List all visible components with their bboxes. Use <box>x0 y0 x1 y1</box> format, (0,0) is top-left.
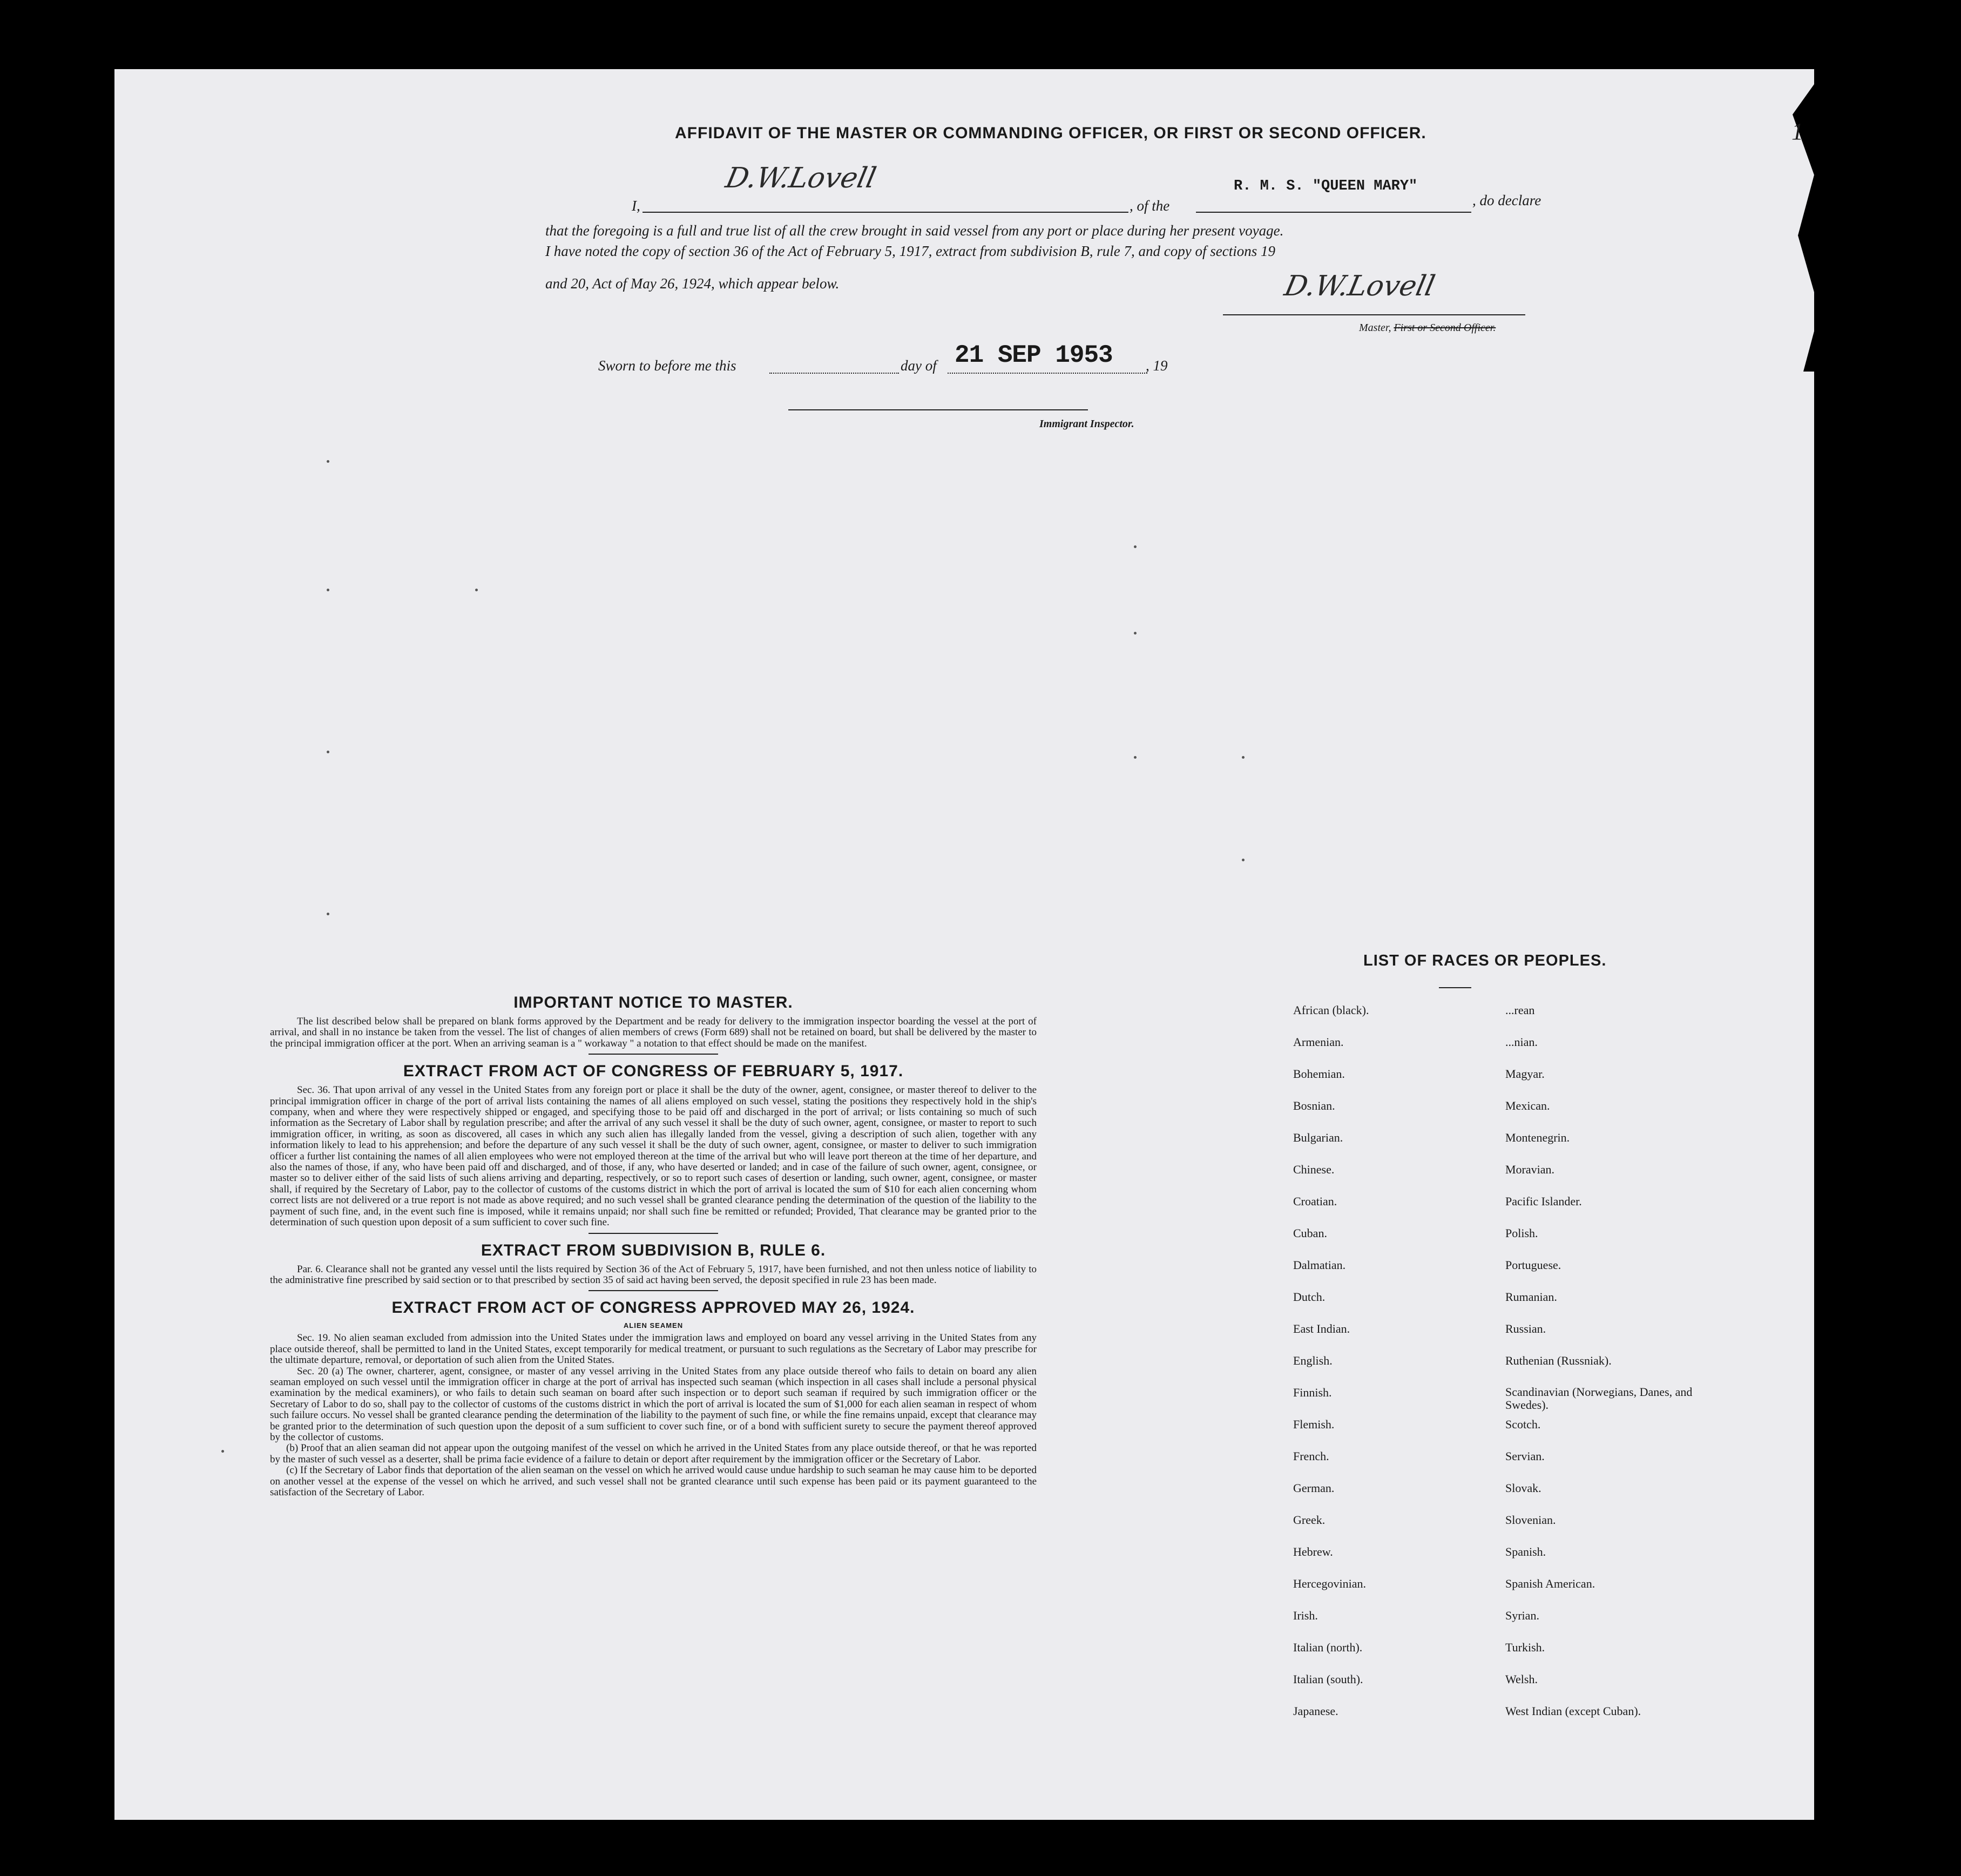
race-item: French. <box>1293 1449 1329 1463</box>
speck <box>1134 545 1137 548</box>
binder-hole <box>1862 1156 1885 1190</box>
affidavit-line-3: and 20, Act of May 26, 1924, which appear below. <box>545 275 840 292</box>
officer-signature: D.W.Lovell <box>722 162 879 194</box>
race-item: Dutch. <box>1293 1290 1326 1304</box>
inspector-line <box>788 409 1088 410</box>
race-item: German. <box>1293 1481 1335 1495</box>
speck <box>221 1450 224 1453</box>
race-item: Irish. <box>1293 1609 1318 1622</box>
year-suffix: , 19 <box>1146 357 1168 374</box>
race-item: ...rean <box>1505 1003 1535 1017</box>
binder-hole <box>1860 289 1886 315</box>
races-title-rule <box>1439 987 1471 988</box>
notices-column <box>270 988 1037 1498</box>
speck <box>327 460 329 463</box>
race-item: Italian (north). <box>1293 1641 1363 1654</box>
speck <box>1242 756 1245 759</box>
speck <box>1134 632 1137 635</box>
race-item: Ruthenian (Russniak). <box>1505 1354 1612 1367</box>
race-item: Slovak. <box>1505 1481 1541 1495</box>
race-item: Polish. <box>1505 1226 1538 1240</box>
race-item: Spanish. <box>1505 1545 1546 1558</box>
section-divider <box>589 1054 718 1055</box>
speck <box>327 913 329 915</box>
race-item: Japanese. <box>1293 1704 1338 1718</box>
race-item: English. <box>1293 1354 1333 1367</box>
extract-1924-title: EXTRACT FROM ACT OF CONGRESS APPROVED MAY 26, 1924. <box>391 1299 915 1317</box>
race-item: Turkish. <box>1505 1641 1545 1654</box>
race-item: Pacific Islander. <box>1505 1195 1582 1208</box>
master-label-text: Master, <box>1359 322 1394 334</box>
binder-hole <box>1860 1245 1886 1271</box>
extract-1917-title: EXTRACT FROM ACT OF CONGRESS OF FEBRUARY 5, 1917. <box>403 1062 904 1081</box>
races-right-column <box>1505 1003 1700 1736</box>
affidavit-i-label: I, <box>632 198 640 214</box>
race-item: West Indian (except Cuban). <box>1505 1704 1641 1718</box>
race-item: East Indian. <box>1293 1322 1350 1335</box>
date-stamp: 21 SEP 1953 <box>955 341 1113 369</box>
section-divider <box>589 1290 718 1291</box>
speck <box>327 751 329 753</box>
extract-1924-subtitle: ALIEN SEAMEN <box>623 1321 684 1330</box>
sworn-label: Sworn to before me this <box>598 357 736 374</box>
affidavit-line-2: I have noted the copy of section 36 of the Act of February 5, 1917, extract from subdivision B, rule 7, and copy of sections 19 <box>545 243 1275 259</box>
binder-hole <box>1860 657 1886 683</box>
extract-rule6-body: Par. 6. Clearance shall not be granted any vessel until the lists required by Section 36 of the Act of February 5, 1917, have been furnished, and not then unless notice of liability to the administrative fine prescribed by said section or to that prescribed by section 35 of said act having been served, the deposit specified in rule 23 has been made. <box>270 1263 1037 1286</box>
sec20c-body: (c) If the Secretary of Labor finds that deportation of the alien seaman on the vessel on which he arrived would cause undue hardship to such seaman he may cause him to be deported on another vessel at the expense of the vessel on which he arrived, and such vessel shall not be granted clearance until such expense has been paid or its payment guaranteed to the satisfaction of the Secretary of Labor. <box>270 1465 1037 1498</box>
race-item: Chinese. <box>1293 1163 1335 1176</box>
race-item: Servian. <box>1505 1449 1545 1463</box>
struck-officer-text: First or Second Officer. <box>1394 322 1496 334</box>
race-item: Hebrew. <box>1293 1545 1333 1558</box>
notice-body: The list described below shall be prepared on blank forms approved by the Department and be ready for delivery to the immigration inspector boarding the vessel at the port of arrival, and shall in no instance be taken from the vessel. The list of changes of alien members of crews (Form 689) shall not be retained on board, but shall be delivered by the master to the principal immigration officer at the port. When an arriving seaman is a " workaway " a notation to that effect should be made on the manifest. <box>270 1016 1037 1049</box>
race-item: Cuban. <box>1293 1226 1327 1240</box>
race-item: Spanish American. <box>1505 1577 1595 1590</box>
notice-title: IMPORTANT NOTICE TO MASTER. <box>513 994 793 1011</box>
race-item: Mexican. <box>1505 1099 1550 1112</box>
race-item: Scandinavian (Norwegians, Danes, and Swedes). <box>1505 1385 1693 1412</box>
race-item: Bosnian. <box>1293 1099 1335 1112</box>
corner-page-mark: 1 <box>1791 118 1803 145</box>
extract-rule6-title: EXTRACT FROM SUBDIVISION B, RULE 6. <box>481 1241 826 1259</box>
binder-hole <box>1860 567 1886 593</box>
master-label <box>1359 322 1496 334</box>
sec19-body: Sec. 19. No alien seaman excluded from admission into the United States under the immigration laws and employed on board any vessel arriving in the United States from any place outside thereof, shall be permitted to land in the United States, except temporarily for medical treatment, or pursuant to such regulations as the Secretary of Labor may prescribe for the ultimate departure, removal, or deportation of such alien from the United States. <box>270 1332 1037 1366</box>
vessel-line <box>1196 212 1471 213</box>
race-item: Bulgarian. <box>1293 1131 1343 1144</box>
race-item: Hercegovinian. <box>1293 1577 1366 1590</box>
name-line <box>643 212 1128 213</box>
race-item: Finnish. <box>1293 1386 1332 1399</box>
race-item: Montenegrin. <box>1505 1131 1570 1144</box>
speck <box>475 589 478 591</box>
affidavit-line-1: that the foregoing is a full and true list of all the crew brought in said vessel from any port or place during her present voyage. <box>545 222 1284 239</box>
of-the-label: , of the <box>1130 198 1170 214</box>
race-item: Croatian. <box>1293 1195 1337 1208</box>
binder-hole <box>1860 1523 1886 1549</box>
section-divider <box>589 1233 718 1234</box>
race-item: African (black). <box>1293 1003 1369 1017</box>
races-title: LIST OF RACES OR PEOPLES. <box>1363 952 1607 969</box>
race-item: Bohemian. <box>1293 1067 1345 1081</box>
race-item: Welsh. <box>1505 1672 1538 1686</box>
race-item: ...nian. <box>1505 1035 1538 1049</box>
sec20a-body: Sec. 20 (a) The owner, charterer, agent, consignee, or master of any vessel arriving in the United States from any place outside thereof who fails to detain on board any alien seaman employed on such vessel until the immigration officer in charge at the port of arrival has inspected such seaman (which inspection in all cases shall include a personal physical examination by the medical examiners), or who fails to detain such seaman on board after such inspection or to deport such seaman if required by such immigration officer or the Secretary of Labor to do so, shall pay to the collector of customs of the customs district in which the port of arrival is located the sum of $1,000 for each alien seaman in respect of whom such failure occurs. No vessel shall be granted clearance pending the determination of the liability to the payment of such fine, or while the fine remains unpaid, except that clearance may be granted prior to the determination of such question upon the deposit of a sum sufficient to cover such fine, or of a bond with sufficient surety to secure the payment thereof approved by the collector of customs. <box>270 1365 1037 1443</box>
master-signature-line <box>1223 314 1525 315</box>
inspector-label: Immigrant Inspector. <box>1039 418 1134 430</box>
binder-hole <box>1860 1610 1886 1636</box>
race-item: Rumanian. <box>1505 1290 1557 1304</box>
sworn-day-line <box>769 373 899 374</box>
race-item: Magyar. <box>1505 1067 1545 1081</box>
do-declare-label: , do declare <box>1472 192 1541 208</box>
affidavit-title: AFFIDAVIT OF THE MASTER OR COMMANDING OFFICER, OR FIRST OR SECOND OFFICER. <box>675 124 1426 142</box>
master-signature: D.W.Lovell <box>1281 270 1438 302</box>
race-item: Portuguese. <box>1505 1258 1561 1272</box>
races-left-column <box>1293 1003 1369 1736</box>
race-item: Greek. <box>1293 1513 1326 1527</box>
race-item: Moravian. <box>1505 1163 1555 1176</box>
race-item: Russian. <box>1505 1322 1546 1335</box>
race-item: Armenian. <box>1293 1035 1344 1049</box>
speck <box>1242 859 1245 861</box>
race-item: Dalmatian. <box>1293 1258 1346 1272</box>
sworn-month-line <box>948 373 1147 374</box>
speck <box>1134 756 1137 759</box>
race-item: Slovenian. <box>1505 1513 1556 1527</box>
vessel-name: R. M. S. "QUEEN MARY" <box>1234 178 1418 194</box>
race-item: Scotch. <box>1505 1418 1541 1431</box>
race-item: Flemish. <box>1293 1418 1335 1431</box>
sec20b-body: (b) Proof that an alien seaman did not appear upon the outgoing manifest of the vessel on which he arrived in the United States from any place outside thereof, or that he was reported by the master of such vessel as a deserter, shall be prima facie evidence of a failure to detain or deport after requirement by the immigration officer or the Secretary of Labor. <box>270 1442 1037 1465</box>
race-item: Syrian. <box>1505 1609 1539 1622</box>
day-of-label: day of <box>901 357 937 374</box>
speck <box>327 589 329 591</box>
extract-1917-body: Sec. 36. That upon arrival of any vessel in the United States from any foreign port or place it shall be the duty of the owner, agent, consignee, or master thereof to deliver to the principal immigration officer in charge of the port of arrival lists containing the names of all aliens employed on such vessel, stating the positions they respectively hold in the ship's company, when and where they were respectively shipped or engaged, and specifying those to be paid off and discharged in the port of arrival; or lists containing so much of such information as the Secretary of Labor shall by regulation prescribe; and after the arrival of any such vessel it shall be the duty of such owner, agent, consignee, or master to report to such immigration officer, in writing, as soon as discovered, all cases in which any such alien has illegally landed from the vessel, giving a description of such alien, together with any information likely to lead to his apprehension; and before the departure of any such vessel it shall be the duty of such owner, agent, consignee, or master to deliver to such immigration officer a further list containing the names of all alien employees who were not employed thereon at the time of the arrival but who will leave port thereon at the time of her departure, and also the names of those, if any, who have been paid off and discharged, and of those, if any, who have deserted or landed; and in case of the failure of such owner, agent, consignee, or master so to deliver either of the said lists of such aliens arriving and departing, respectively, or so to report such cases of desertion or landing, such owner, agent, consignee, or master shall, if required by the Secretary of Labor, pay to the collector of customs of the customs district in which the port of arrival is located the sum of $10 for each alien concerning whom correct lists are not delivered or a true report is not made as above required; and no such vessel shall be granted clearance pending the determination of the question of the liability to the payment of such fine, and, in the event such fine is imposed, while it remains unpaid; nor shall such fine be remitted or refunded; Provided, That clearance may be granted prior to the determination of such question upon deposit of a sum sufficient to cover such fine. <box>270 1084 1037 1229</box>
race-item: Italian (south). <box>1293 1672 1363 1686</box>
